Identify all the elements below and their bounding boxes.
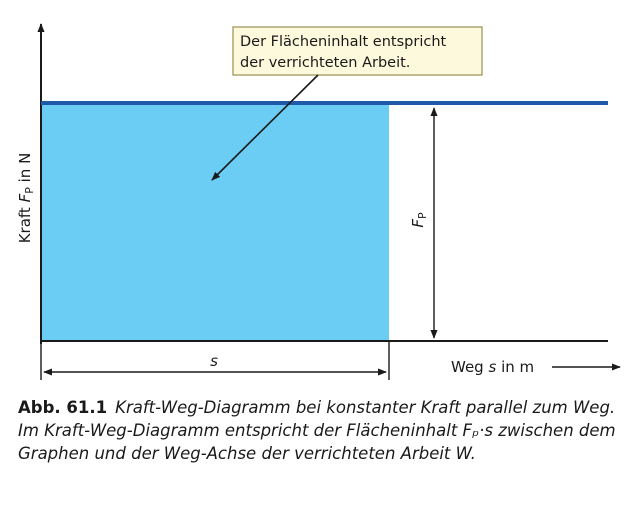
callout-line-1: Der Flächeninhalt entspricht	[240, 34, 447, 50]
force-dimension-var: F	[409, 219, 427, 228]
x-axis-label-prefix: Weg	[451, 358, 489, 376]
y-axis-label-suffix: in N	[16, 152, 34, 188]
caption-number: Abb. 61.1	[18, 398, 108, 417]
caption-text: Kraft-Weg-Diagramm bei konstanter Kraft parallel zum Weg. Im Kraft-Weg-Diagramm entspricht der Flächeninhalt Fₚ·s zwischen dem Graphen und der Weg-Achse der verrichteten Arbeit W.	[18, 398, 616, 463]
distance-dimension-label: s	[210, 352, 218, 370]
work-area	[41, 103, 389, 341]
x-axis-label	[451, 358, 534, 376]
x-axis-label-suffix: in m	[496, 358, 535, 376]
y-axis-label-prefix: Kraft	[16, 202, 34, 244]
force-dimension-label	[409, 212, 429, 228]
y-axis-label-var: F	[16, 193, 34, 203]
figure-caption	[18, 396, 618, 465]
y-axis-label	[16, 153, 36, 244]
callout-line-2: der verrichteten Arbeit.	[240, 55, 411, 71]
force-dimension-sub: P	[416, 212, 429, 219]
y-axis-label-sub: P	[23, 187, 36, 194]
x-axis-label-var: s	[488, 358, 497, 376]
